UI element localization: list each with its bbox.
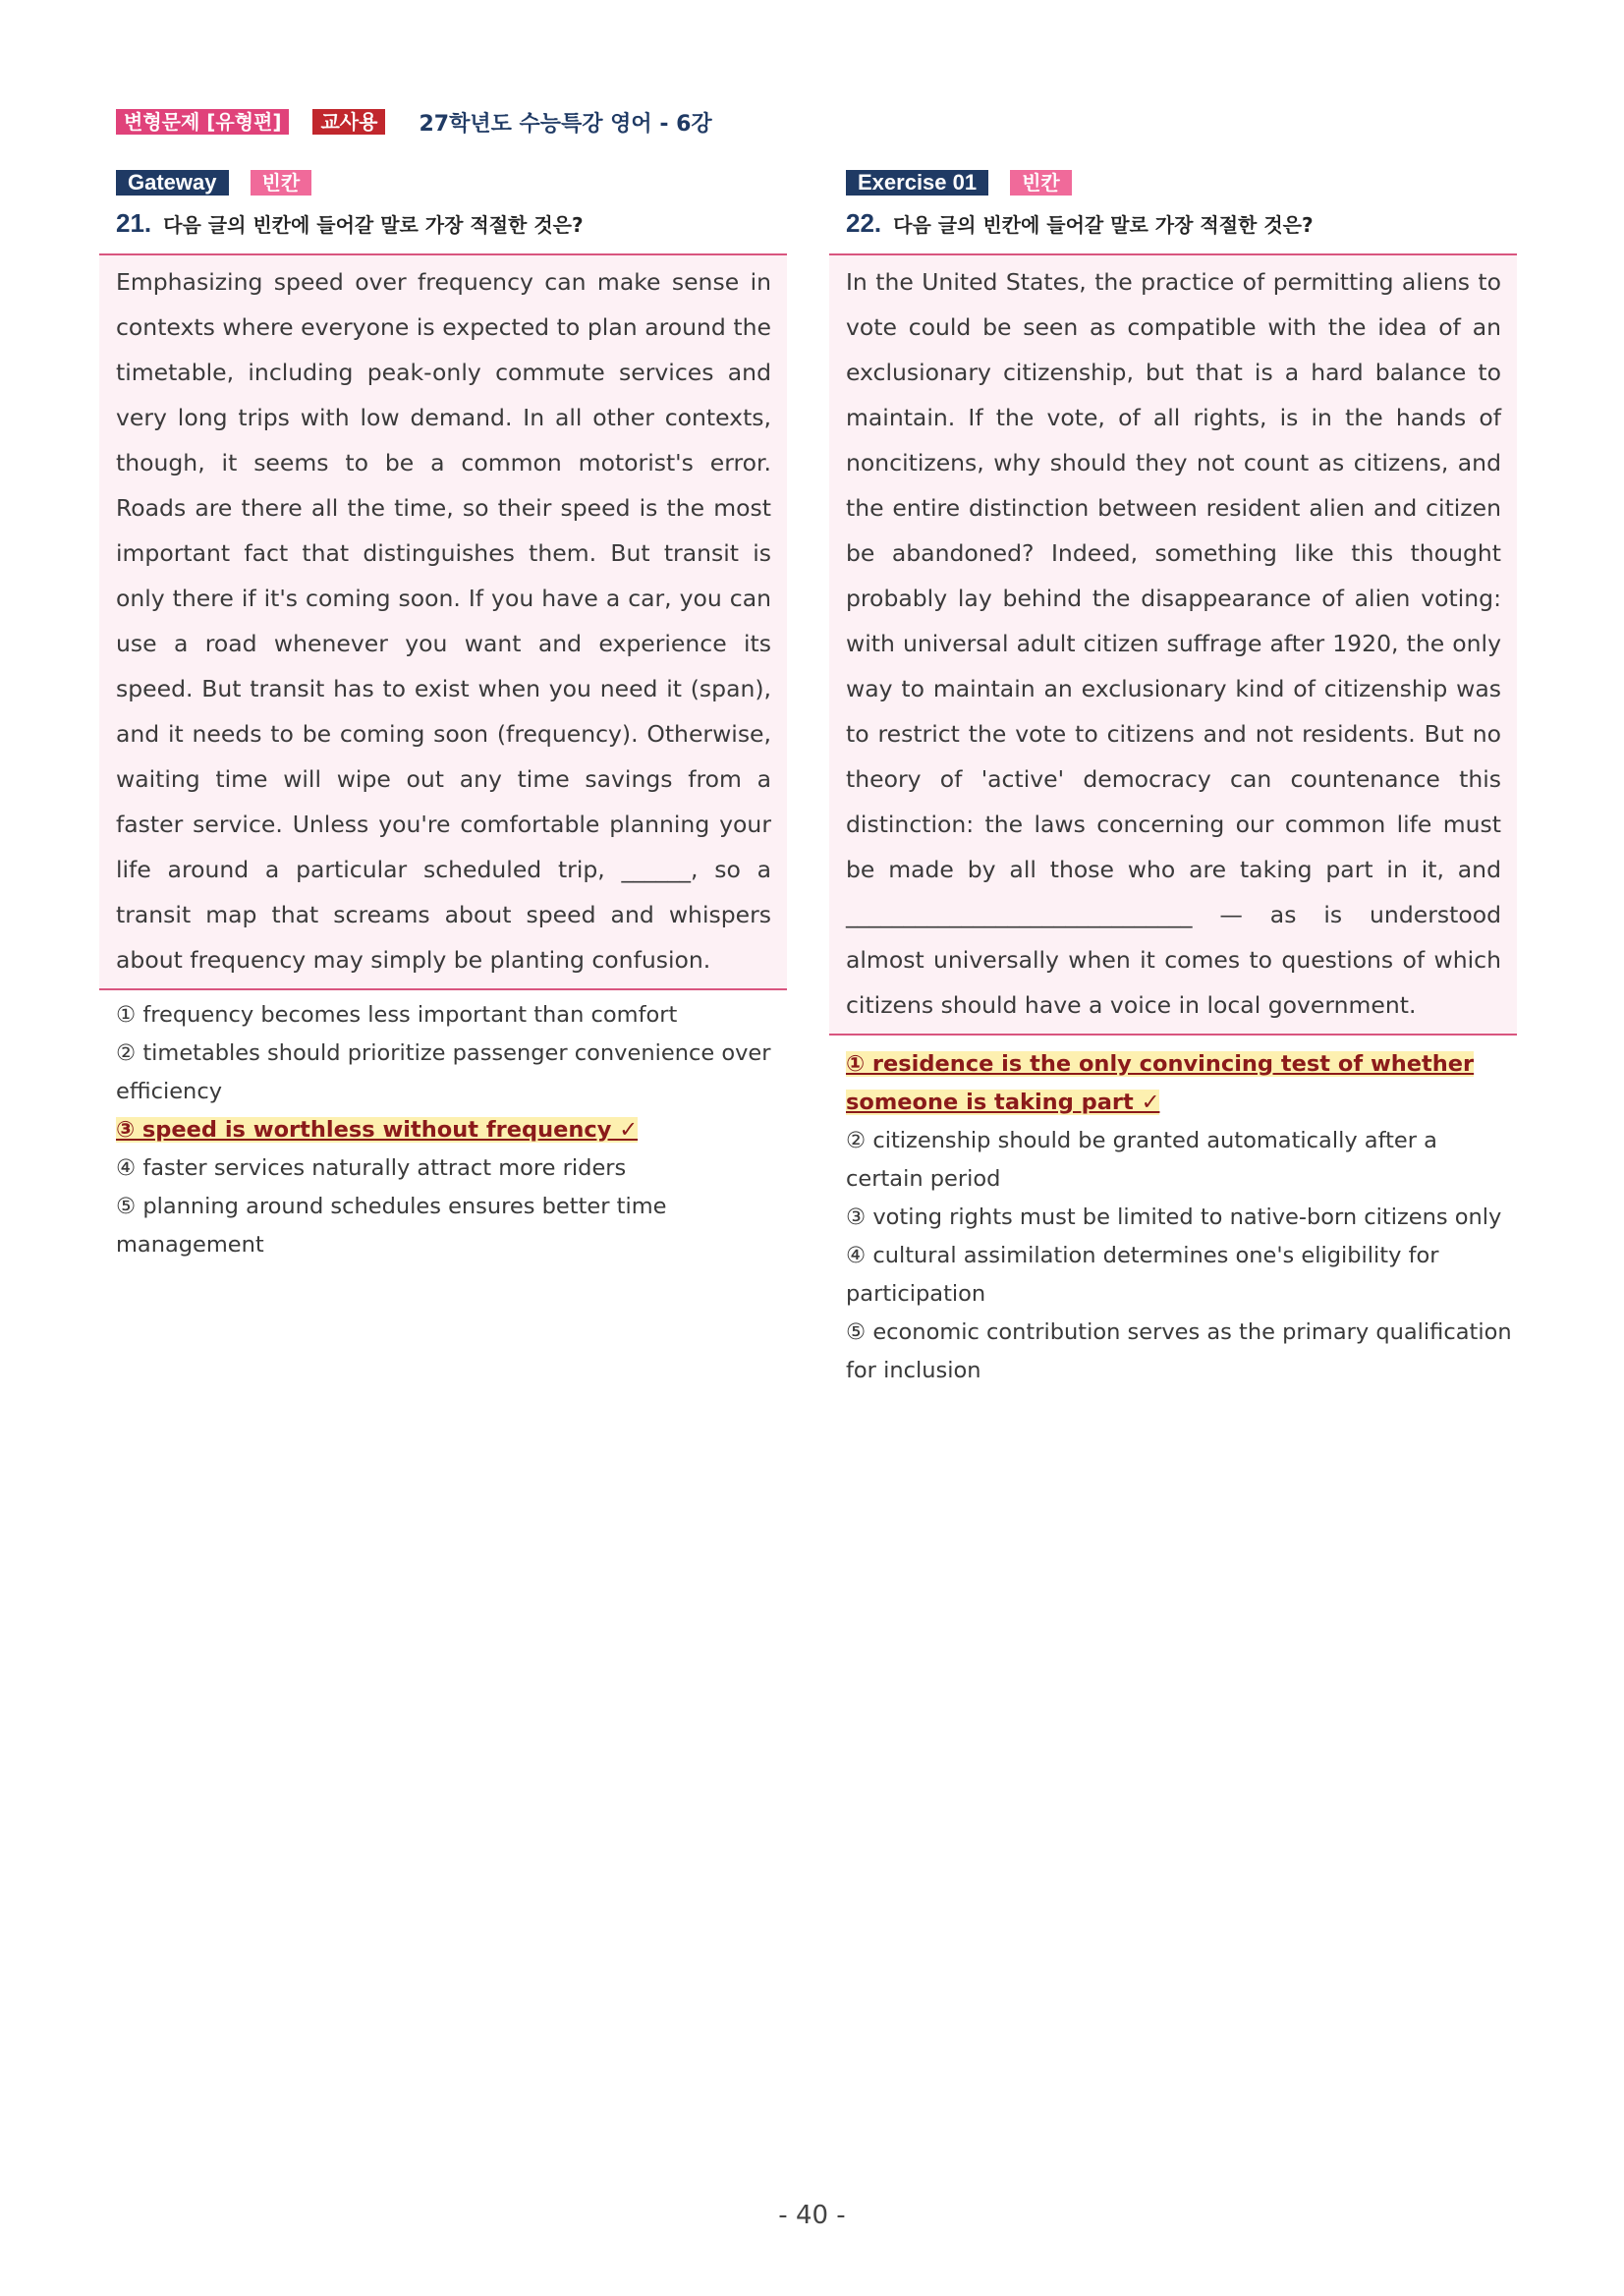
question-type-label: 빈칸 xyxy=(251,170,312,196)
gateway-label: Gateway xyxy=(116,170,229,196)
option-4: ④ faster services naturally attract more riders xyxy=(116,1155,627,1181)
option-3: ③ voting rights must be limited to native-born citizens only xyxy=(846,1204,1502,1230)
document-title: 27학년도 수능특강 영어 - 6강 xyxy=(419,111,712,137)
question-prompt xyxy=(116,208,787,244)
question-number: 22. xyxy=(846,208,882,238)
option-5: ⑤ planning around schedules ensures better time management xyxy=(116,1194,667,1258)
question-number: 21. xyxy=(116,208,152,238)
exercise-label: Exercise 01 xyxy=(846,170,988,196)
option-5: ⑤ economic contribution serves as the primary qualification for inclusion xyxy=(846,1319,1512,1383)
option-1-correct xyxy=(846,1045,1514,1122)
question-21-column xyxy=(99,169,787,1264)
question-prompt xyxy=(846,208,1517,244)
option-3-correct xyxy=(116,1111,784,1149)
passage-text: Emphasizing speed over frequency can make sense in contexts where everyone is expected to plan around the timetable, including peak-only commute services and very long trips with low demand. In all other contexts, though, it seems to be a common motorist's error. Roads are there all the time, so their speed is the most important fact that distinguishes them. But transit is only there if it's coming soon. If you have a car, you can use a road whenever you want and experience its speed. But transit has to exist when you need it (span), and it needs to be coming soon (frequency). Otherwise, waiting time will wipe out any time savings from a faster service. Unless you're comfortable planning your life around a particular scheduled trip, ______, so a transit map that screams about speed and whispers about frequency may simply be planting confusion. xyxy=(116,268,771,974)
option-2: ② citizenship should be granted automatically after a certain period xyxy=(846,1128,1437,1192)
variant-problem-tag: 변형문제 [유형편] xyxy=(116,109,289,135)
option-2: ② timetables should prioritize passenger convenience over efficiency xyxy=(116,1040,771,1104)
question-type-label: 빈칸 xyxy=(1010,170,1072,196)
question-text: 다음 글의 빈칸에 들어갈 말로 가장 적절한 것은? xyxy=(893,213,1314,237)
correct-answer-highlight: ① residence is the only convincing test of whether someone is taking part ✓ xyxy=(846,1051,1475,1115)
option-4: ④ cultural assimilation determines one's eligibility for participation xyxy=(846,1243,1439,1307)
question-22-column xyxy=(829,169,1517,1390)
passage-box xyxy=(829,253,1517,1036)
option-1: ① frequency becomes less important than comfort xyxy=(116,1002,678,1028)
answer-options xyxy=(846,1045,1514,1390)
passage-text: In the United States, the practice of permitting aliens to vote could be seen as compatible with the idea of an exclusionary citizenship, but that is a hard balance to maintain. If the vote, of all rights, is in the hands of noncitizens, why should they not count as citizens, and the entire distinction between resident alien and citizen be abandoned? Indeed, something like this thought probably lay behind the disappearance of alien voting: with universal adult citizen suffrage after 1920, the only way to maintain an exclusionary kind of citizenship was to restrict the vote to citizens and not residents. But no theory of 'active' democracy can countenance this distinction: the laws concerning our common life must be made by all those who are taking part in it, and ______________________________ — as is understood almost universally when it comes to questions of which citizens should have a voice in local government. xyxy=(846,268,1501,1019)
teacher-edition-tag: 교사용 xyxy=(312,109,385,135)
question-labels xyxy=(846,169,1517,196)
correct-answer-highlight: ③ speed is worthless without frequency ✓ xyxy=(116,1117,639,1143)
question-text: 다음 글의 빈칸에 들어갈 말로 가장 적절한 것은? xyxy=(163,213,584,237)
page-number: - 40 - xyxy=(778,2201,846,2230)
question-labels xyxy=(116,169,787,196)
passage-box xyxy=(99,253,787,990)
answer-options xyxy=(116,996,784,1264)
page-header xyxy=(116,106,712,138)
